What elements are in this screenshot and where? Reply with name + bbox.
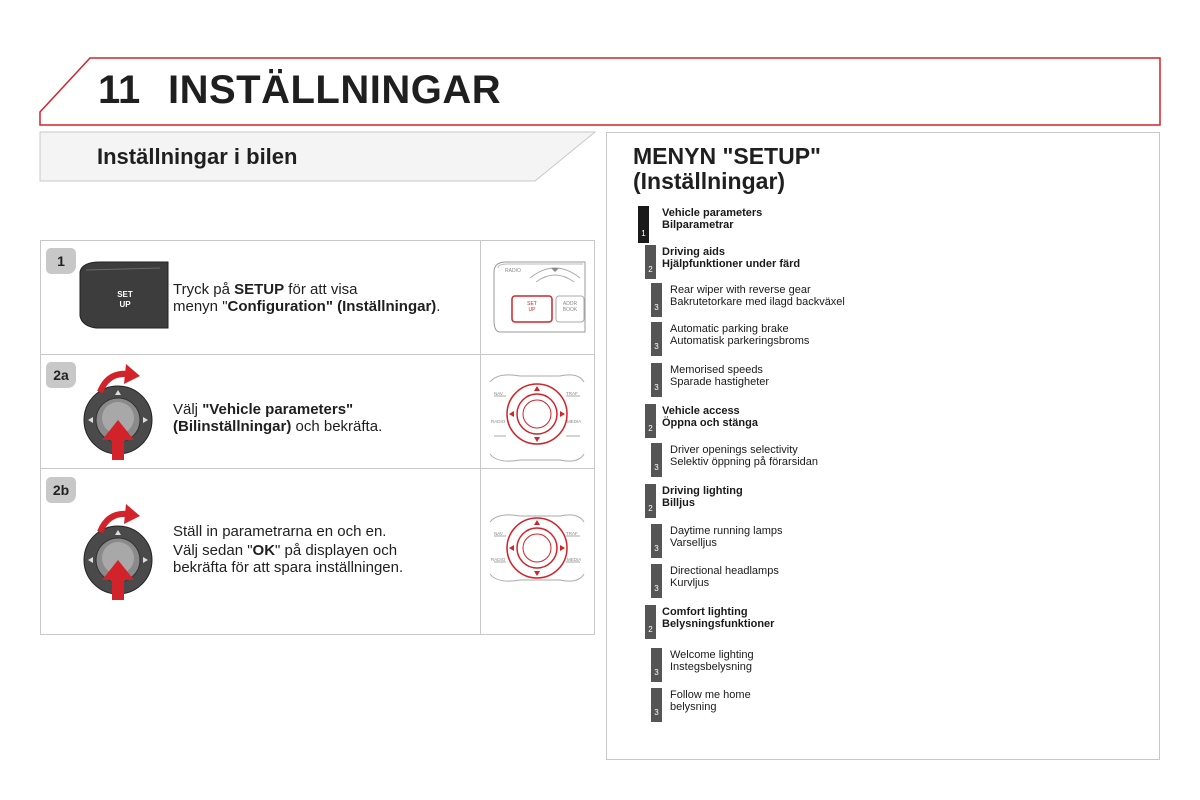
menu-item-sv: Belysningsfunktioner	[662, 618, 775, 630]
step-badge-1: 1	[46, 248, 76, 274]
menu-item	[670, 364, 769, 388]
section-title: Inställningar i bilen	[97, 144, 298, 169]
menu-item	[670, 444, 818, 468]
setup-button-label: SET UP	[117, 290, 133, 309]
menu-item-sv: Selektiv öppning på förarsidan	[670, 456, 818, 468]
step-1-text: Tryck på SETUP för att visa menyn "Configuration" (Inställningar).	[173, 281, 441, 315]
menu-item-en: Follow me home	[670, 689, 751, 701]
menu-item-en: Driving aids	[662, 246, 725, 258]
menu-title: MENYN "SETUP" (Inställningar)	[633, 143, 821, 194]
menu-item-sv: Automatisk parkeringsbroms	[670, 335, 810, 347]
menu-item	[670, 284, 845, 308]
menu-level-marker: 2	[645, 404, 656, 438]
menu-item	[662, 207, 762, 231]
menu-item-en: Directional headlamps	[670, 565, 779, 577]
step-2a-text: Välj "Vehicle parameters" (Bilinställningar) och bekräfta.	[173, 401, 383, 435]
menu-item-en: Vehicle parameters	[662, 207, 763, 219]
step-badge-2a: 2a	[46, 362, 76, 388]
menu-item-sv: Hjälpfunktioner under färd	[662, 258, 801, 270]
menu-item	[662, 606, 774, 630]
menu-level-marker: 2	[645, 605, 656, 639]
menu-item	[662, 246, 800, 270]
menu-item	[670, 525, 783, 549]
dial-label-traf-2: TRAF	[566, 531, 578, 536]
menu-item	[670, 689, 751, 713]
menu-level-marker: 3	[651, 524, 662, 558]
menu-level-marker: 3	[651, 322, 662, 356]
menu-item	[670, 323, 809, 347]
menu-item-sv: Billjus	[662, 497, 696, 509]
menu-level-marker: 2	[645, 245, 656, 279]
dial-label-media: MEDIA	[567, 419, 582, 424]
dial-label-traf: TRAF	[566, 391, 578, 396]
menu-item-en: Comfort lighting	[662, 606, 748, 618]
menu-item-en: Welcome lighting	[670, 649, 754, 661]
menu-item-sv: belysning	[670, 701, 717, 713]
menu-item-sv: Instegsbelysning	[670, 661, 752, 673]
step-badge-2b: 2b	[46, 477, 76, 503]
menu-item-en: Driver openings selectivity	[670, 444, 798, 456]
menu-level-marker: 3	[651, 648, 662, 682]
menu-item-sv: Bakrutetorkare med ilagd backväxel	[670, 296, 845, 308]
menu-item-en: Memorised speeds	[670, 364, 763, 376]
menu-level-marker: 3	[651, 363, 662, 397]
menu-item	[662, 405, 758, 429]
menu-item	[670, 565, 779, 589]
menu-item-sv: Öppna och stänga	[662, 417, 758, 429]
menu-level-marker: 1	[638, 206, 649, 243]
panel-label-radio: RADIO	[505, 268, 521, 274]
menu-level-marker: 3	[651, 283, 662, 317]
menu-level-marker: 3	[651, 564, 662, 598]
dial-label-radio: RADIO	[491, 419, 506, 424]
menu-item-en: Driving lighting	[662, 485, 743, 497]
chapter-number: 11	[98, 68, 141, 112]
menu-level-marker: 2	[645, 484, 656, 518]
control-panel-icon-2	[490, 515, 584, 581]
menu-item	[670, 649, 754, 673]
control-panel-icon	[490, 375, 584, 461]
dial-label-radio-2: RADIO	[491, 557, 506, 562]
menu-level-marker: 3	[651, 443, 662, 477]
dial-label-nav-2: NAV	[494, 531, 503, 536]
menu-item-en: Vehicle access	[662, 405, 740, 417]
chapter-title: INSTÄLLNINGAR	[168, 68, 502, 112]
panel-label-address-book: ADDR BOOK	[562, 301, 578, 313]
dial-label-media-2: MEDIA	[567, 557, 582, 562]
menu-item	[662, 485, 743, 509]
menu-item-en: Automatic parking brake	[670, 323, 789, 335]
menu-item-sv: Bilparametrar	[662, 219, 734, 231]
menu-item-sv: Sparade hastigheter	[670, 376, 770, 388]
menu-item-en: Daytime running lamps	[670, 525, 783, 537]
menu-item-en: Rear wiper with reverse gear	[670, 284, 811, 296]
dial-label-nav: NAV	[494, 391, 503, 396]
step-2b-text: Ställ in parametrarna en och en. Välj sedan "OK" på displayen och bekräfta för att spara inställningen.	[173, 523, 404, 576]
menu-level-marker: 3	[651, 688, 662, 722]
panel-label-setup: SET UP	[527, 301, 537, 313]
menu-item-sv: Kurvljus	[670, 577, 710, 589]
menu-item-sv: Varselljus	[670, 537, 717, 549]
